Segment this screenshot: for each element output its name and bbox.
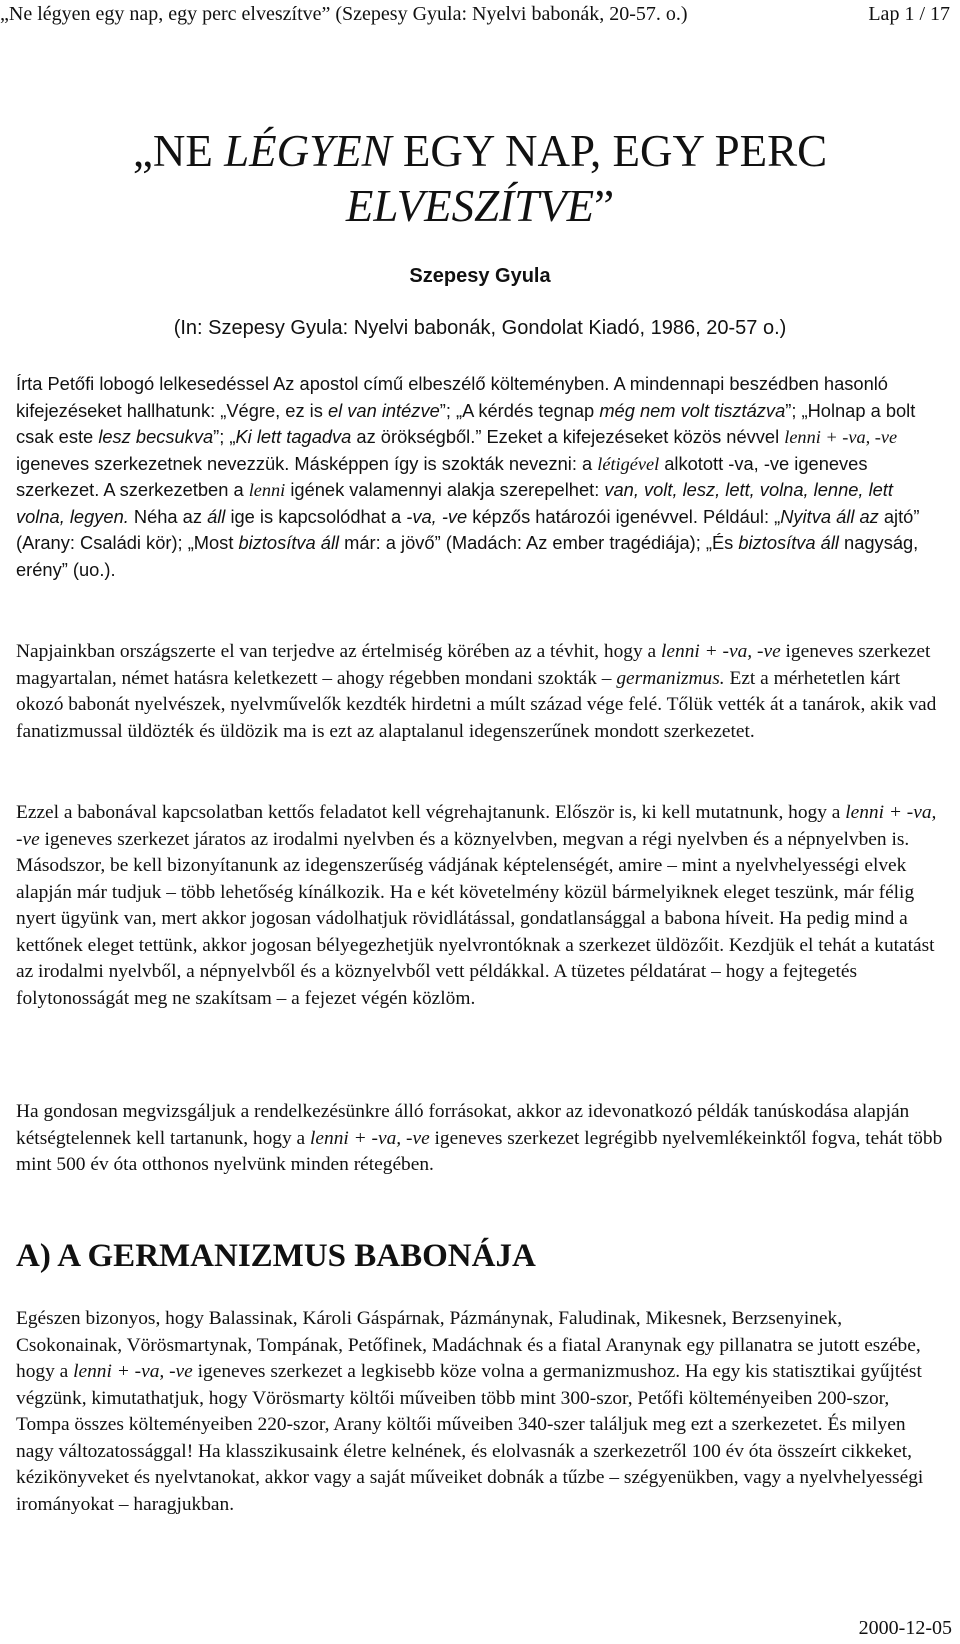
page-title (0, 124, 960, 234)
title-quote-open: „ (132, 126, 153, 176)
text-run: már: a jövő” (Madách: Az ember tragédiája); „És (339, 532, 739, 553)
title-word-legyen: LÉGYEN (224, 126, 392, 176)
text-run: igeneves szerkezet legrégibb nyelvemlékeinktől fogva, tehát több mint 500 év óta otthonos nyelvünk minden rétegében. (16, 1127, 943, 1175)
section-heading: A) A GERMANIZMUS BABONÁJA (16, 1238, 536, 1274)
text-run: ”; „Holnap a bolt csak este (16, 399, 916, 447)
title-word-ne: NE (152, 126, 225, 176)
title-quote-close: ” (594, 181, 615, 231)
paragraph-5 (16, 1306, 944, 1518)
italic-run: biztosítva áll (738, 532, 839, 553)
paragraph-2-text (16, 639, 944, 745)
italic-run: lenni + -va, -ve (16, 802, 937, 850)
text-run: ”; „A kérdés tegnap (439, 399, 600, 421)
text-run: alkotott -va, -ve igeneves szerkezet. A szerkezetben a (16, 452, 868, 500)
italic-run: még nem volt tisztázva (599, 399, 786, 421)
text-run: képzős határozói igenévvel. Például: „ (467, 505, 781, 527)
italic-run: germanizmus. (616, 667, 725, 689)
text-run: igeneves szerkezetnek nevezzük. Másképpen így is szokták nevezni: a (16, 452, 598, 474)
paragraph-4-text (16, 1099, 944, 1179)
paragraph-1 (16, 371, 944, 583)
italic-run: létigével (597, 453, 660, 474)
text-run: Napjainkban országszerte el van terjedve az értelmiség körében az a tévhit, hogy a (16, 641, 661, 662)
title-word-elveszitve: ELVESZÍTVE (345, 181, 595, 231)
italic-run: van, volt, lesz, lett, volna, lenne, lett volna, legyen. (16, 479, 893, 527)
title-line-1 (0, 124, 960, 179)
italic-run: el van intézve (327, 399, 440, 421)
italic-run: -va, -ve (406, 505, 468, 527)
footer-date: 2000-12-05 (858, 1617, 952, 1639)
italic-run: biztosítva áll (238, 532, 340, 553)
text-run: nagyság, erény” (uo.). (16, 532, 919, 580)
text-run: ajtó” (Arany: Családi kör); „Most (16, 505, 920, 553)
italic-run: lenni (248, 480, 286, 500)
source-citation: (In: Szepesy Gyula: Nyelvi babonák, Gondolat Kiadó, 1986, 20-57 o.) (173, 317, 787, 339)
text-run: Írta Petőfi lobogó lelkesedéssel Az apostol című elbeszélő költeményben. A mindennapi beszédben hasonló kifejezéseket hallhatunk: „Végre, ez is (16, 373, 888, 421)
paragraph-2 (16, 639, 944, 745)
italic-run: lenni + -va, -ve (661, 641, 781, 662)
text-run: igének valamennyi alakja szerepelhet: (285, 479, 605, 500)
text-run: igeneves szerkezet járatos az irodalmi nyelvben és a köznyelvben, megvan a régi nyelvben és a népnyelvben is. Másodszor, be kell bizonyítanunk az idegenszerűség vádjának képtelenségét, amire – mint a nyelvhelyességi elvek alapján már tudjuk – több lehetőség kínálkozik. Ha e két követelmény közül bármelyiknek eleget teszünk, már félig nyert ügyünk van, mert akkor jogosan vádolhatjuk rövidlátással, gondatlansággal a babona híveit. Ha pedig mind a kettőnek eleget tettünk, akkor jogosan bélyegezhetjük nyelvrontóknak a szerkezet üldözőit. Kezdjük el tehát a kutatást az irodalmi nyelvből, a népnyelvből és a köznyelvből vett példákkal. A tüzetes példatárat – hogy a fejtegetés folytonosságát meg ne szakítsam – a fejezet végén közlöm. (16, 828, 935, 1009)
title-line-2 (0, 179, 960, 234)
italic-run: lenni + -va, -ve (310, 1127, 430, 1149)
italic-run: Nyitva áll az (780, 505, 879, 527)
paragraph-3 (16, 800, 944, 1012)
title-words-rest: EGY NAP, EGY PERC (391, 126, 828, 176)
paragraph-5-text (16, 1306, 944, 1518)
italic-run: lenni + -va, -ve (784, 427, 898, 447)
italic-run: áll (207, 505, 226, 527)
text-run: igeneves szerkezet a legkisebb köze volna a germanizmushoz. Ha egy kis statisztikai gyűjtést végzünk, kimutathatjuk, hogy Vörösmarty költői műveiben több mint 300-szor, Petőfi költeményeiben 200-szor, Tompa összes költeményeiben 220-szor, Arany költői műveiben 340-szer találjuk meg ezt a szerkezetet. És milyen nagy változatossággal! Ha klasszikusaink életre kelnének, és elolvasnák a szerkezetről 100 év óta összeírt cikkeket, kézikönyveket és nyelvtanokat, akkor vagy a saját műveiket dobnák a tűzbe – szégyenükben, vagy a nyelvhelyességi irományokat – haragjukban. (16, 1361, 924, 1515)
header-document-title: „Ne légyen egy nap, egy perc elveszítve” (Szepesy Gyula: Nyelvi babonák, 20-57. o.) (0, 3, 688, 25)
text-run: igeneves szerkezet magyartalan, német hatásra keletkezett – ahogy régebben mondani szokták – (16, 641, 931, 689)
italic-run: lesz becsukva (98, 426, 214, 447)
italic-run: Ki lett tagadva (235, 426, 352, 447)
paragraph-4 (16, 1099, 944, 1179)
text-run: az örökségből.” Ezeket a kifejezéseket közös névvel (351, 426, 785, 447)
paragraph-1-text (16, 371, 944, 583)
text-run: Ezzel a babonával kapcsolatban kettős feladatot kell végrehajtanunk. Először is, ki kell mutatnunk, hogy a (16, 802, 846, 823)
text-run: Ha gondosan megvizsgáljuk a rendelkezésünkre álló forrásokat, akkor az idevonatkozó példák tanúskodása alapján kétségtelennek kell tartanunk, hogy a (16, 1101, 910, 1149)
author-name: Szepesy Gyula (409, 265, 551, 287)
text-run: ige is kapcsolódhat a (225, 505, 407, 527)
paragraph-3-text (16, 800, 944, 1012)
text-run: ”; „ (213, 426, 236, 447)
text-run: Egészen bizonyos, hogy Balassinak, Károli Gáspárnak, Pázmánynak, Faludinak, Mikesnek, Berzsenyinek, Csokonainak, Vörösmartynak, Tompának, Petőfinek, Madáchnak és a fiatal Aranynak egy pillanatra se jutott eszébe, hogy a (16, 1308, 921, 1382)
italic-run: lenni + -va, -ve (73, 1361, 193, 1382)
text-run: Ezt a mérhetetlen kárt okozó babonát nyelvészek, nyelvművelők kezdték hirdetni a múlt század vége felé. Tőlük vették át a tanárok, akik vad fanatizmussal üldözték és üldözik ma is ezt az alaptalanul idegenszerűnek mondott szerkezetet. (16, 667, 937, 742)
text-run: Néha az (128, 505, 208, 527)
header-page-number: Lap 1 / 17 (868, 3, 950, 25)
